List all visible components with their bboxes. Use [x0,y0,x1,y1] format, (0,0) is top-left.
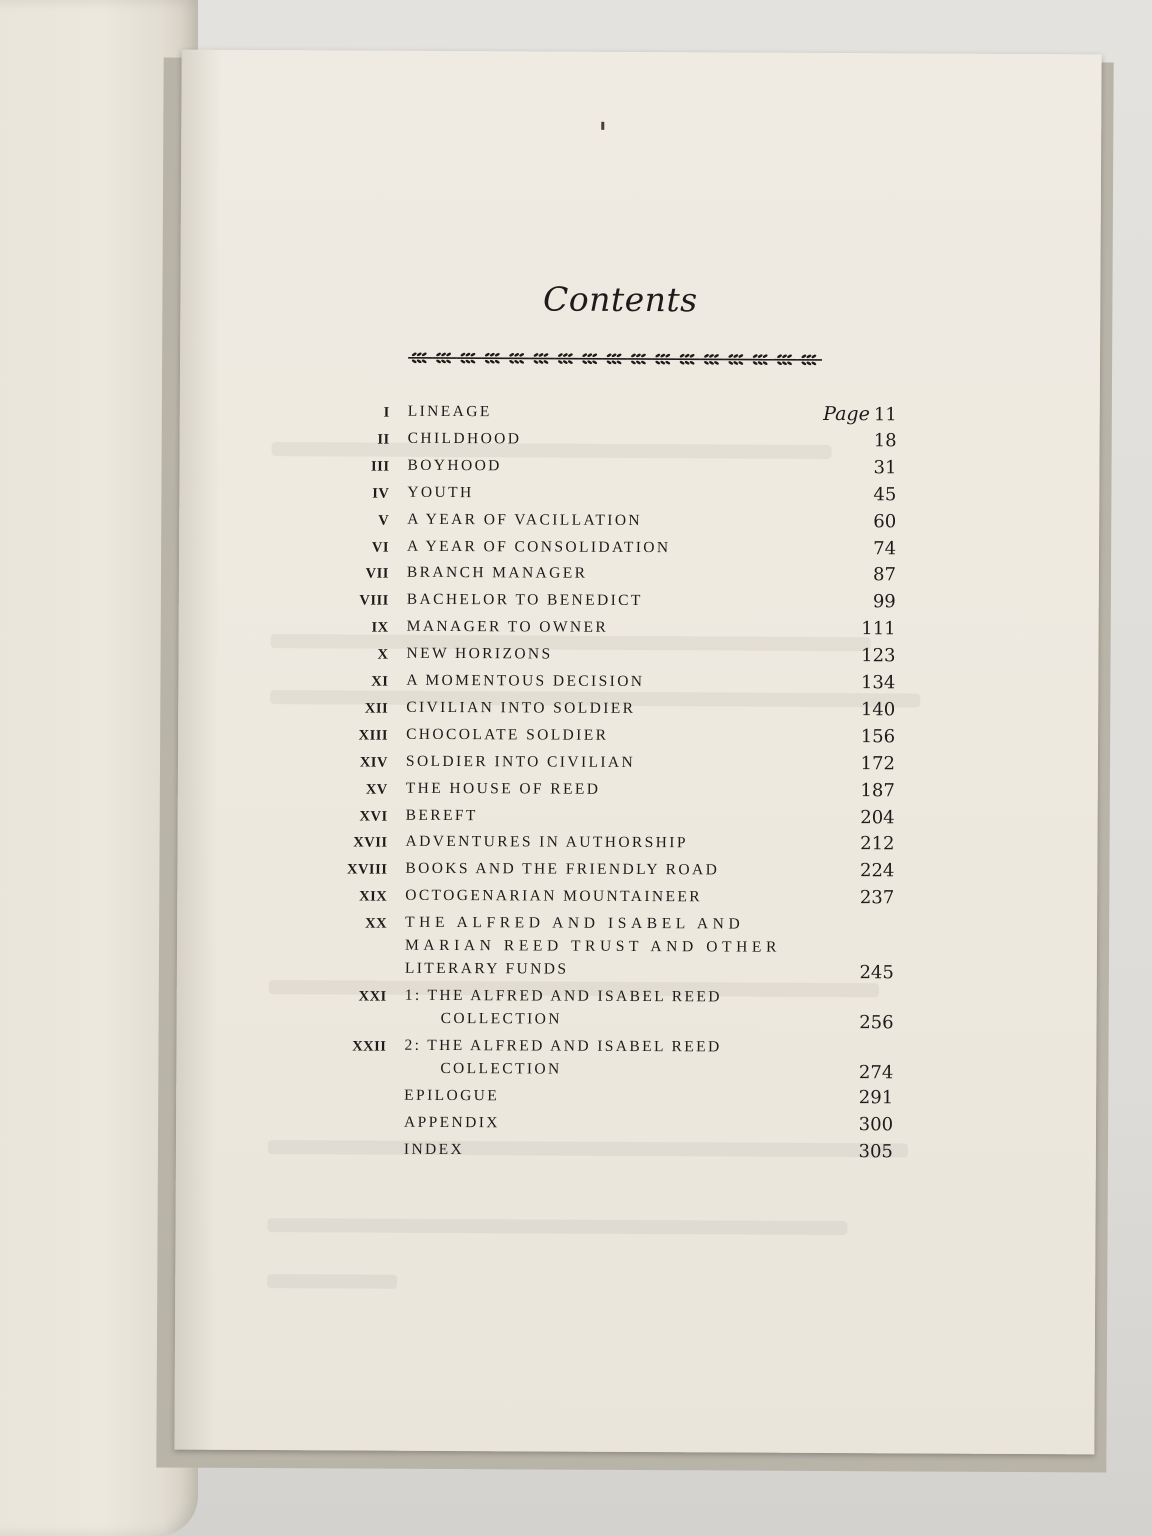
page-number-value: 45 [873,483,897,506]
chapter-title-line: NEW HORIZONS [406,644,553,663]
toc-entry [178,805,1058,828]
chapter-number: XVIII [346,861,388,878]
chapter-title-line: CIVILIAN INTO SOLDIER [406,698,636,717]
page-number [860,834,894,855]
page-number-value: 256 [859,1012,894,1034]
chapter-title-line: CHILDHOOD [407,429,522,448]
page-number [823,403,897,425]
page-number-value: 111 [861,618,896,640]
page-label: Page [823,402,870,426]
chapter-title-line: A YEAR OF VACILLATION [407,510,643,529]
page-number-value: 156 [860,725,896,748]
page-number-value: 305 [858,1140,893,1162]
page-number-value: 18 [873,430,897,452]
page-number [861,699,895,720]
chapter-title-line: COLLECTION [440,1059,562,1078]
toc-entry [178,724,1058,748]
page-number-value: 291 [858,1086,894,1109]
chapter-title-line: A MOMENTOUS DECISION [406,671,645,691]
chapter-number: XXI [358,988,387,1005]
chapter-title-line: EPILOGUE [404,1086,500,1105]
page-number [874,430,897,451]
chapter-number: XVI [359,808,388,825]
chapter-number: VI [371,539,390,556]
page-number [873,511,896,532]
chapter-number: XVII [353,834,388,852]
chapter-number: XI [371,673,389,690]
chapter-number: XXII [352,1038,387,1055]
chapter-title-line: SOLDIER INTO CIVILIAN [405,752,636,771]
page-number [859,1114,893,1135]
chapter-title-line: COLLECTION [440,1009,562,1028]
chapter-title-line: THE HOUSE OF REED [405,779,601,798]
page-number-value: 123 [861,645,896,667]
page-number [858,1141,892,1162]
page-number [859,1062,893,1083]
toc-entry [178,671,1058,694]
toc-entry [179,617,1059,640]
page-number-value: 204 [860,806,895,828]
page-number-value: 245 [859,962,894,984]
toc-entry [179,590,1059,613]
page-number [859,962,893,983]
table-of-contents [174,50,1061,1455]
chapter-title-line: BEREFT [405,806,478,824]
toc-entry [177,886,1057,909]
page-number [861,726,895,747]
page-number-value: 74 [873,537,897,559]
toc-entry [177,913,1057,984]
page-number-value: 212 [860,833,895,855]
page-number [861,753,895,774]
toc-entry [179,644,1059,667]
page-number-value: 274 [858,1062,894,1084]
toc-entry [176,1112,1056,1136]
chapter-number: II [377,431,390,448]
toc-entry [179,509,1059,532]
page-number-value: 134 [860,672,896,694]
chapter-title-line: BRANCH MANAGER [406,564,588,583]
chapter-number: XIX [359,888,388,905]
toc-entry [177,986,1057,1034]
toc-entry [178,832,1058,855]
toc-entry [176,1085,1056,1109]
toc-entry [178,697,1058,721]
page-number [860,780,894,801]
page-number-value: 11 [873,404,897,426]
chapter-title-line: APPENDIX [404,1113,500,1131]
page-number-value: 187 [860,779,895,801]
chapter-number: I [383,404,390,421]
chapter-number: XX [365,915,388,932]
chapter-title-line: MANAGER TO OWNER [406,617,609,637]
chapter-title-line: 1: THE ALFRED AND ISABEL REED [404,986,722,1006]
toc-entry [180,455,1060,479]
page-number-value: 237 [859,887,895,909]
toc-entry [179,482,1059,506]
chapter-number: V [378,512,390,529]
page-number [861,645,895,666]
chapter-title-line: 2: THE ALFRED AND ISABEL REED [404,1036,722,1056]
chapter-title-line: A YEAR OF CONSOLIDATION [407,537,671,556]
page-number [873,538,896,559]
chapter-title-line: OCTOGENARIAN MOUNTAINEER [405,886,703,906]
chapter-number: XIV [359,754,388,771]
chapter-number: VII [365,565,389,583]
chapter-title-line: BACHELOR TO BENEDICT [406,591,643,610]
page-number [859,1012,893,1033]
page-title: Contents [542,279,698,320]
page-number [860,807,894,828]
toc-entry [176,1139,1056,1162]
toc-entry [177,1035,1057,1084]
chapter-number: VIII [359,592,389,609]
page-number [873,484,896,505]
chapter-title-line: MARIAN REED TRUST AND OTHER [404,936,781,956]
chapter-title-line: ADVENTURES IN AUTHORSHIP [405,833,688,852]
page-number [873,565,896,586]
chapter-title-line: INDEX [403,1140,465,1158]
chapter-title-line: BOYHOOD [407,456,502,475]
page-number-value: 140 [860,699,896,721]
chapter-number: XV [365,781,388,798]
toc-entry [177,859,1057,882]
page-number [861,618,895,639]
toc-entry [179,563,1059,586]
page-number [873,592,896,613]
chapter-number: III [371,458,390,475]
contents-page [174,50,1101,1455]
toc-entry [180,428,1060,452]
page-number-value: 300 [858,1113,894,1136]
page-number-value: 99 [872,591,896,613]
page-number-value: 31 [873,457,897,479]
chapter-title-line: BOOKS AND THE FRIENDLY ROAD [405,860,720,879]
toc-entry [180,402,1060,426]
page-number [859,1087,893,1108]
chapter-title-line: YOUTH [407,483,474,501]
chapter-number: IV [372,485,390,502]
chapter-number: IX [371,619,389,636]
chapter-title-line: LINEAGE [407,402,492,421]
toc-entry [178,778,1058,801]
page-number [861,672,895,693]
chapter-title-line: CHOCOLATE SOLDIER [406,725,609,744]
page-number-value: 87 [872,564,896,586]
chapter-title-line: LITERARY FUNDS [404,959,569,978]
toc-entry [179,536,1059,559]
page-number-value: 60 [873,510,897,532]
chapter-number: XII [364,700,389,717]
toc-entry [178,751,1058,775]
page-number [860,860,894,881]
page-number-value: 172 [860,752,895,775]
chapter-number: XIII [358,727,389,744]
page-number [860,887,894,908]
chapter-number: X [377,646,389,663]
chapter-title-line: THE ALFRED AND ISABEL AND [405,913,745,933]
page-number [874,457,897,478]
page-number-value: 224 [859,860,895,882]
